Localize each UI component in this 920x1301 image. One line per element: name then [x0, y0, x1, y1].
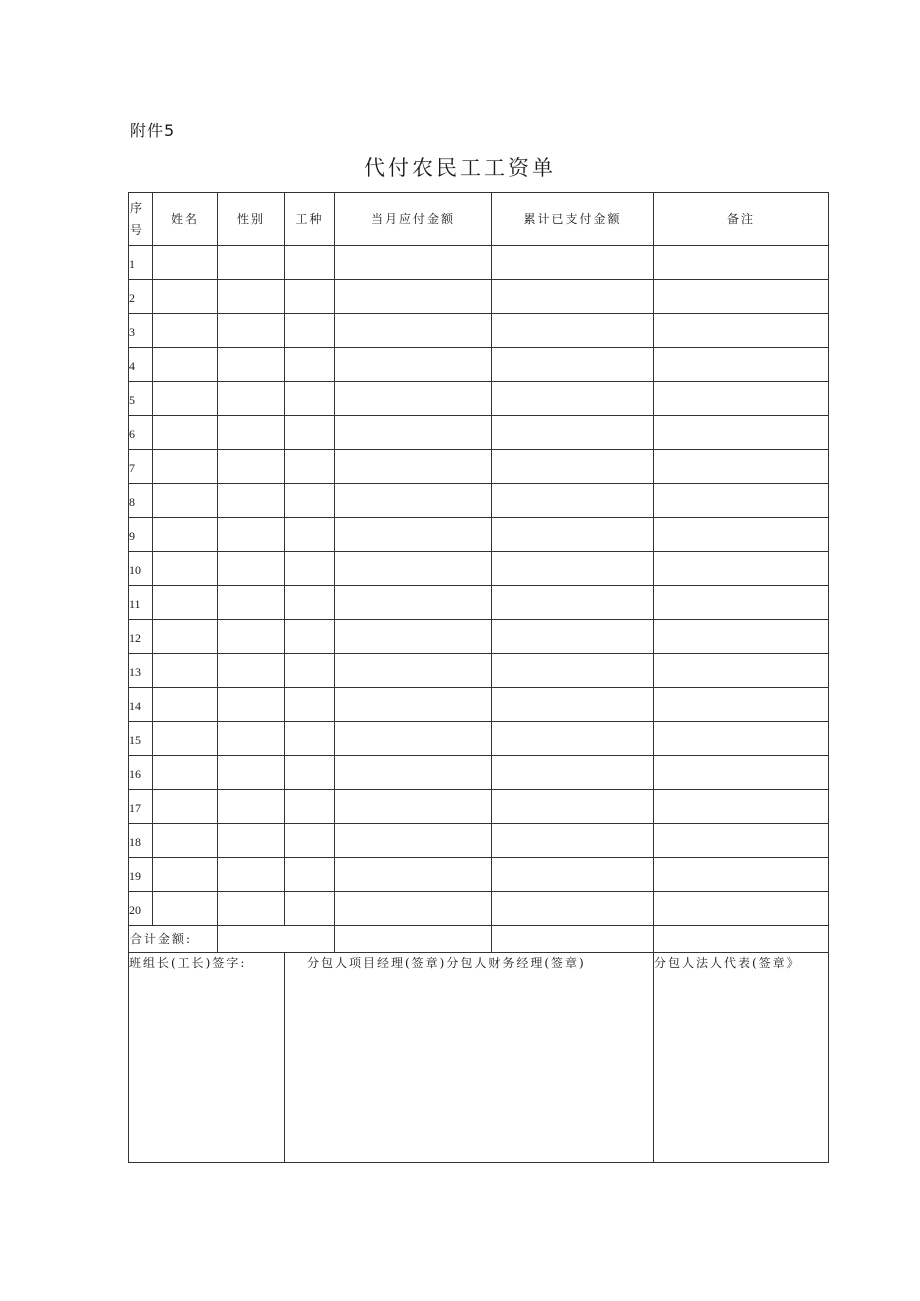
trade-cell[interactable]: [285, 348, 335, 382]
row-number: 20: [129, 892, 153, 926]
row-number: 12: [129, 620, 153, 654]
cumulative-paid-cell[interactable]: [492, 586, 654, 620]
row-number: 11: [129, 586, 153, 620]
gender-cell[interactable]: [218, 552, 285, 586]
remarks-cell[interactable]: [654, 484, 829, 518]
table-row: [129, 280, 829, 314]
total-row: [129, 926, 829, 953]
signature-row: [129, 953, 829, 1163]
table-header-row: [129, 193, 829, 246]
table-row: [129, 518, 829, 552]
remarks-cell[interactable]: [654, 416, 829, 450]
row-number: 17: [129, 790, 153, 824]
page-title: 代付农民工工资单: [364, 156, 556, 180]
name-cell[interactable]: [153, 858, 218, 892]
name-cell[interactable]: [153, 722, 218, 756]
remarks-cell[interactable]: [654, 382, 829, 416]
gender-cell[interactable]: [218, 382, 285, 416]
month-payable-cell[interactable]: [335, 620, 492, 654]
cumulative-paid-cell[interactable]: [492, 416, 654, 450]
table-row: [129, 620, 829, 654]
row-number: 8: [129, 484, 153, 518]
month-payable-cell[interactable]: [335, 450, 492, 484]
trade-cell[interactable]: [285, 518, 335, 552]
name-cell[interactable]: [153, 518, 218, 552]
name-cell[interactable]: [153, 348, 218, 382]
gender-cell[interactable]: [218, 450, 285, 484]
gender-cell[interactable]: [218, 314, 285, 348]
name-cell[interactable]: [153, 484, 218, 518]
trade-cell[interactable]: [285, 382, 335, 416]
gender-cell[interactable]: [218, 518, 285, 552]
name-cell[interactable]: [153, 824, 218, 858]
gender-cell[interactable]: [218, 892, 285, 926]
total-remarks-cell[interactable]: [654, 926, 829, 953]
sub-manager-finance-signature[interactable]: 分包人项目经理(签章)分包人财务经理(签章): [285, 953, 654, 1163]
row-number: 13: [129, 654, 153, 688]
remarks-cell[interactable]: [654, 518, 829, 552]
name-cell[interactable]: [153, 280, 218, 314]
name-cell[interactable]: [153, 450, 218, 484]
remarks-cell[interactable]: [654, 314, 829, 348]
trade-cell[interactable]: [285, 654, 335, 688]
remarks-cell[interactable]: [654, 586, 829, 620]
month-payable-cell[interactable]: [335, 824, 492, 858]
column-header-seq-line2: 号: [130, 223, 143, 237]
remarks-cell[interactable]: [654, 450, 829, 484]
trade-cell[interactable]: [285, 824, 335, 858]
column-header-gender: 性别: [218, 193, 285, 246]
month-payable-cell[interactable]: [335, 484, 492, 518]
table-row: [129, 824, 829, 858]
month-payable-cell[interactable]: [335, 790, 492, 824]
gender-cell[interactable]: [218, 756, 285, 790]
gender-cell[interactable]: [218, 858, 285, 892]
name-cell[interactable]: [153, 790, 218, 824]
table-row: [129, 450, 829, 484]
column-header-seq: [129, 193, 153, 246]
name-cell[interactable]: [153, 246, 218, 280]
name-cell[interactable]: [153, 416, 218, 450]
cumulative-paid-cell[interactable]: [492, 246, 654, 280]
name-cell[interactable]: [153, 382, 218, 416]
name-cell[interactable]: [153, 314, 218, 348]
remarks-cell[interactable]: [654, 280, 829, 314]
cumulative-paid-cell[interactable]: [492, 518, 654, 552]
row-number: 15: [129, 722, 153, 756]
table-row: [129, 688, 829, 722]
row-number: 10: [129, 552, 153, 586]
remarks-cell[interactable]: [654, 688, 829, 722]
attachment-label: 附件5: [130, 121, 176, 140]
column-header-month-payable: 当月应付金额: [335, 193, 492, 246]
month-payable-cell[interactable]: [335, 382, 492, 416]
name-cell[interactable]: [153, 654, 218, 688]
row-number: 7: [129, 450, 153, 484]
table-row: [129, 586, 829, 620]
remarks-cell[interactable]: [654, 654, 829, 688]
table-row: [129, 484, 829, 518]
trade-cell[interactable]: [285, 314, 335, 348]
cumulative-paid-cell[interactable]: [492, 654, 654, 688]
remarks-cell[interactable]: [654, 246, 829, 280]
month-payable-cell[interactable]: [335, 518, 492, 552]
month-payable-cell[interactable]: [335, 348, 492, 382]
remarks-cell[interactable]: [654, 824, 829, 858]
table-row: [129, 348, 829, 382]
trade-cell[interactable]: [285, 858, 335, 892]
row-number: 3: [129, 314, 153, 348]
gender-cell[interactable]: [218, 688, 285, 722]
gender-cell[interactable]: [218, 654, 285, 688]
column-header-seq-line1: 序: [130, 201, 143, 215]
gender-cell[interactable]: [218, 824, 285, 858]
row-number: 16: [129, 756, 153, 790]
month-payable-cell[interactable]: [335, 756, 492, 790]
month-payable-cell[interactable]: [335, 314, 492, 348]
remarks-cell[interactable]: [654, 620, 829, 654]
row-number: 9: [129, 518, 153, 552]
cumulative-paid-cell[interactable]: [492, 722, 654, 756]
total-label: 合计金额:: [129, 926, 218, 953]
trade-cell[interactable]: [285, 722, 335, 756]
name-cell[interactable]: [153, 552, 218, 586]
month-payable-cell[interactable]: [335, 552, 492, 586]
month-payable-cell[interactable]: [335, 586, 492, 620]
gender-cell[interactable]: [218, 586, 285, 620]
table-row: [129, 416, 829, 450]
trade-cell[interactable]: [285, 246, 335, 280]
name-cell[interactable]: [153, 688, 218, 722]
column-header-cumulative-paid: 累计已支付金额: [492, 193, 654, 246]
trade-cell[interactable]: [285, 280, 335, 314]
row-number: 5: [129, 382, 153, 416]
table-row: [129, 246, 829, 280]
column-header-trade: 工种: [285, 193, 335, 246]
month-payable-cell[interactable]: [335, 892, 492, 926]
row-number: 18: [129, 824, 153, 858]
table-row: [129, 654, 829, 688]
trade-cell[interactable]: [285, 892, 335, 926]
month-payable-cell[interactable]: [335, 688, 492, 722]
gender-cell[interactable]: [218, 348, 285, 382]
row-number: 2: [129, 280, 153, 314]
table-row: [129, 756, 829, 790]
month-payable-cell[interactable]: [335, 416, 492, 450]
remarks-cell[interactable]: [654, 858, 829, 892]
team-leader-signature[interactable]: 班组长(工长)签字:: [129, 953, 285, 1163]
remarks-cell[interactable]: [654, 348, 829, 382]
total-gender-trade-cell[interactable]: [218, 926, 335, 953]
cumulative-paid-cell[interactable]: [492, 790, 654, 824]
remarks-cell[interactable]: [654, 552, 829, 586]
trade-cell[interactable]: [285, 756, 335, 790]
table-row: [129, 382, 829, 416]
gender-cell[interactable]: [218, 722, 285, 756]
legal-rep-signature[interactable]: 分包人法人代表(签章》: [654, 953, 829, 1163]
table-row: [129, 790, 829, 824]
cumulative-paid-cell[interactable]: [492, 858, 654, 892]
cumulative-paid-cell[interactable]: [492, 314, 654, 348]
trade-cell[interactable]: [285, 416, 335, 450]
gender-cell[interactable]: [218, 484, 285, 518]
cumulative-paid-cell[interactable]: [492, 892, 654, 926]
total-month-payable-cell[interactable]: [335, 926, 492, 953]
row-number: 14: [129, 688, 153, 722]
row-number: 1: [129, 246, 153, 280]
month-payable-cell[interactable]: [335, 246, 492, 280]
table-row: [129, 722, 829, 756]
name-cell[interactable]: [153, 620, 218, 654]
trade-cell[interactable]: [285, 790, 335, 824]
cumulative-paid-cell[interactable]: [492, 450, 654, 484]
trade-cell[interactable]: [285, 688, 335, 722]
total-cumulative-paid-cell[interactable]: [492, 926, 654, 953]
remarks-cell[interactable]: [654, 790, 829, 824]
month-payable-cell[interactable]: [335, 722, 492, 756]
row-number: 4: [129, 348, 153, 382]
trade-cell[interactable]: [285, 620, 335, 654]
trade-cell[interactable]: [285, 586, 335, 620]
table-row: [129, 552, 829, 586]
name-cell[interactable]: [153, 586, 218, 620]
table-row: [129, 858, 829, 892]
gender-cell[interactable]: [218, 620, 285, 654]
table-row: [129, 314, 829, 348]
cumulative-paid-cell[interactable]: [492, 756, 654, 790]
cumulative-paid-cell[interactable]: [492, 620, 654, 654]
trade-cell[interactable]: [285, 484, 335, 518]
gender-cell[interactable]: [218, 246, 285, 280]
row-number: 19: [129, 858, 153, 892]
table-row: [129, 892, 829, 926]
name-cell[interactable]: [153, 756, 218, 790]
cumulative-paid-cell[interactable]: [492, 484, 654, 518]
cumulative-paid-cell[interactable]: [492, 348, 654, 382]
gender-cell[interactable]: [218, 790, 285, 824]
remarks-cell[interactable]: [654, 722, 829, 756]
trade-cell[interactable]: [285, 450, 335, 484]
column-header-remarks: 备注: [654, 193, 829, 246]
month-payable-cell[interactable]: [335, 654, 492, 688]
name-cell[interactable]: [153, 892, 218, 926]
remarks-cell[interactable]: [654, 892, 829, 926]
payroll-table: [128, 192, 829, 1163]
cumulative-paid-cell[interactable]: [492, 552, 654, 586]
cumulative-paid-cell[interactable]: [492, 280, 654, 314]
column-header-name: 姓名: [153, 193, 218, 246]
month-payable-cell[interactable]: [335, 858, 492, 892]
cumulative-paid-cell[interactable]: [492, 382, 654, 416]
month-payable-cell[interactable]: [335, 280, 492, 314]
cumulative-paid-cell[interactable]: [492, 824, 654, 858]
trade-cell[interactable]: [285, 552, 335, 586]
gender-cell[interactable]: [218, 416, 285, 450]
remarks-cell[interactable]: [654, 756, 829, 790]
gender-cell[interactable]: [218, 280, 285, 314]
row-number: 6: [129, 416, 153, 450]
cumulative-paid-cell[interactable]: [492, 688, 654, 722]
